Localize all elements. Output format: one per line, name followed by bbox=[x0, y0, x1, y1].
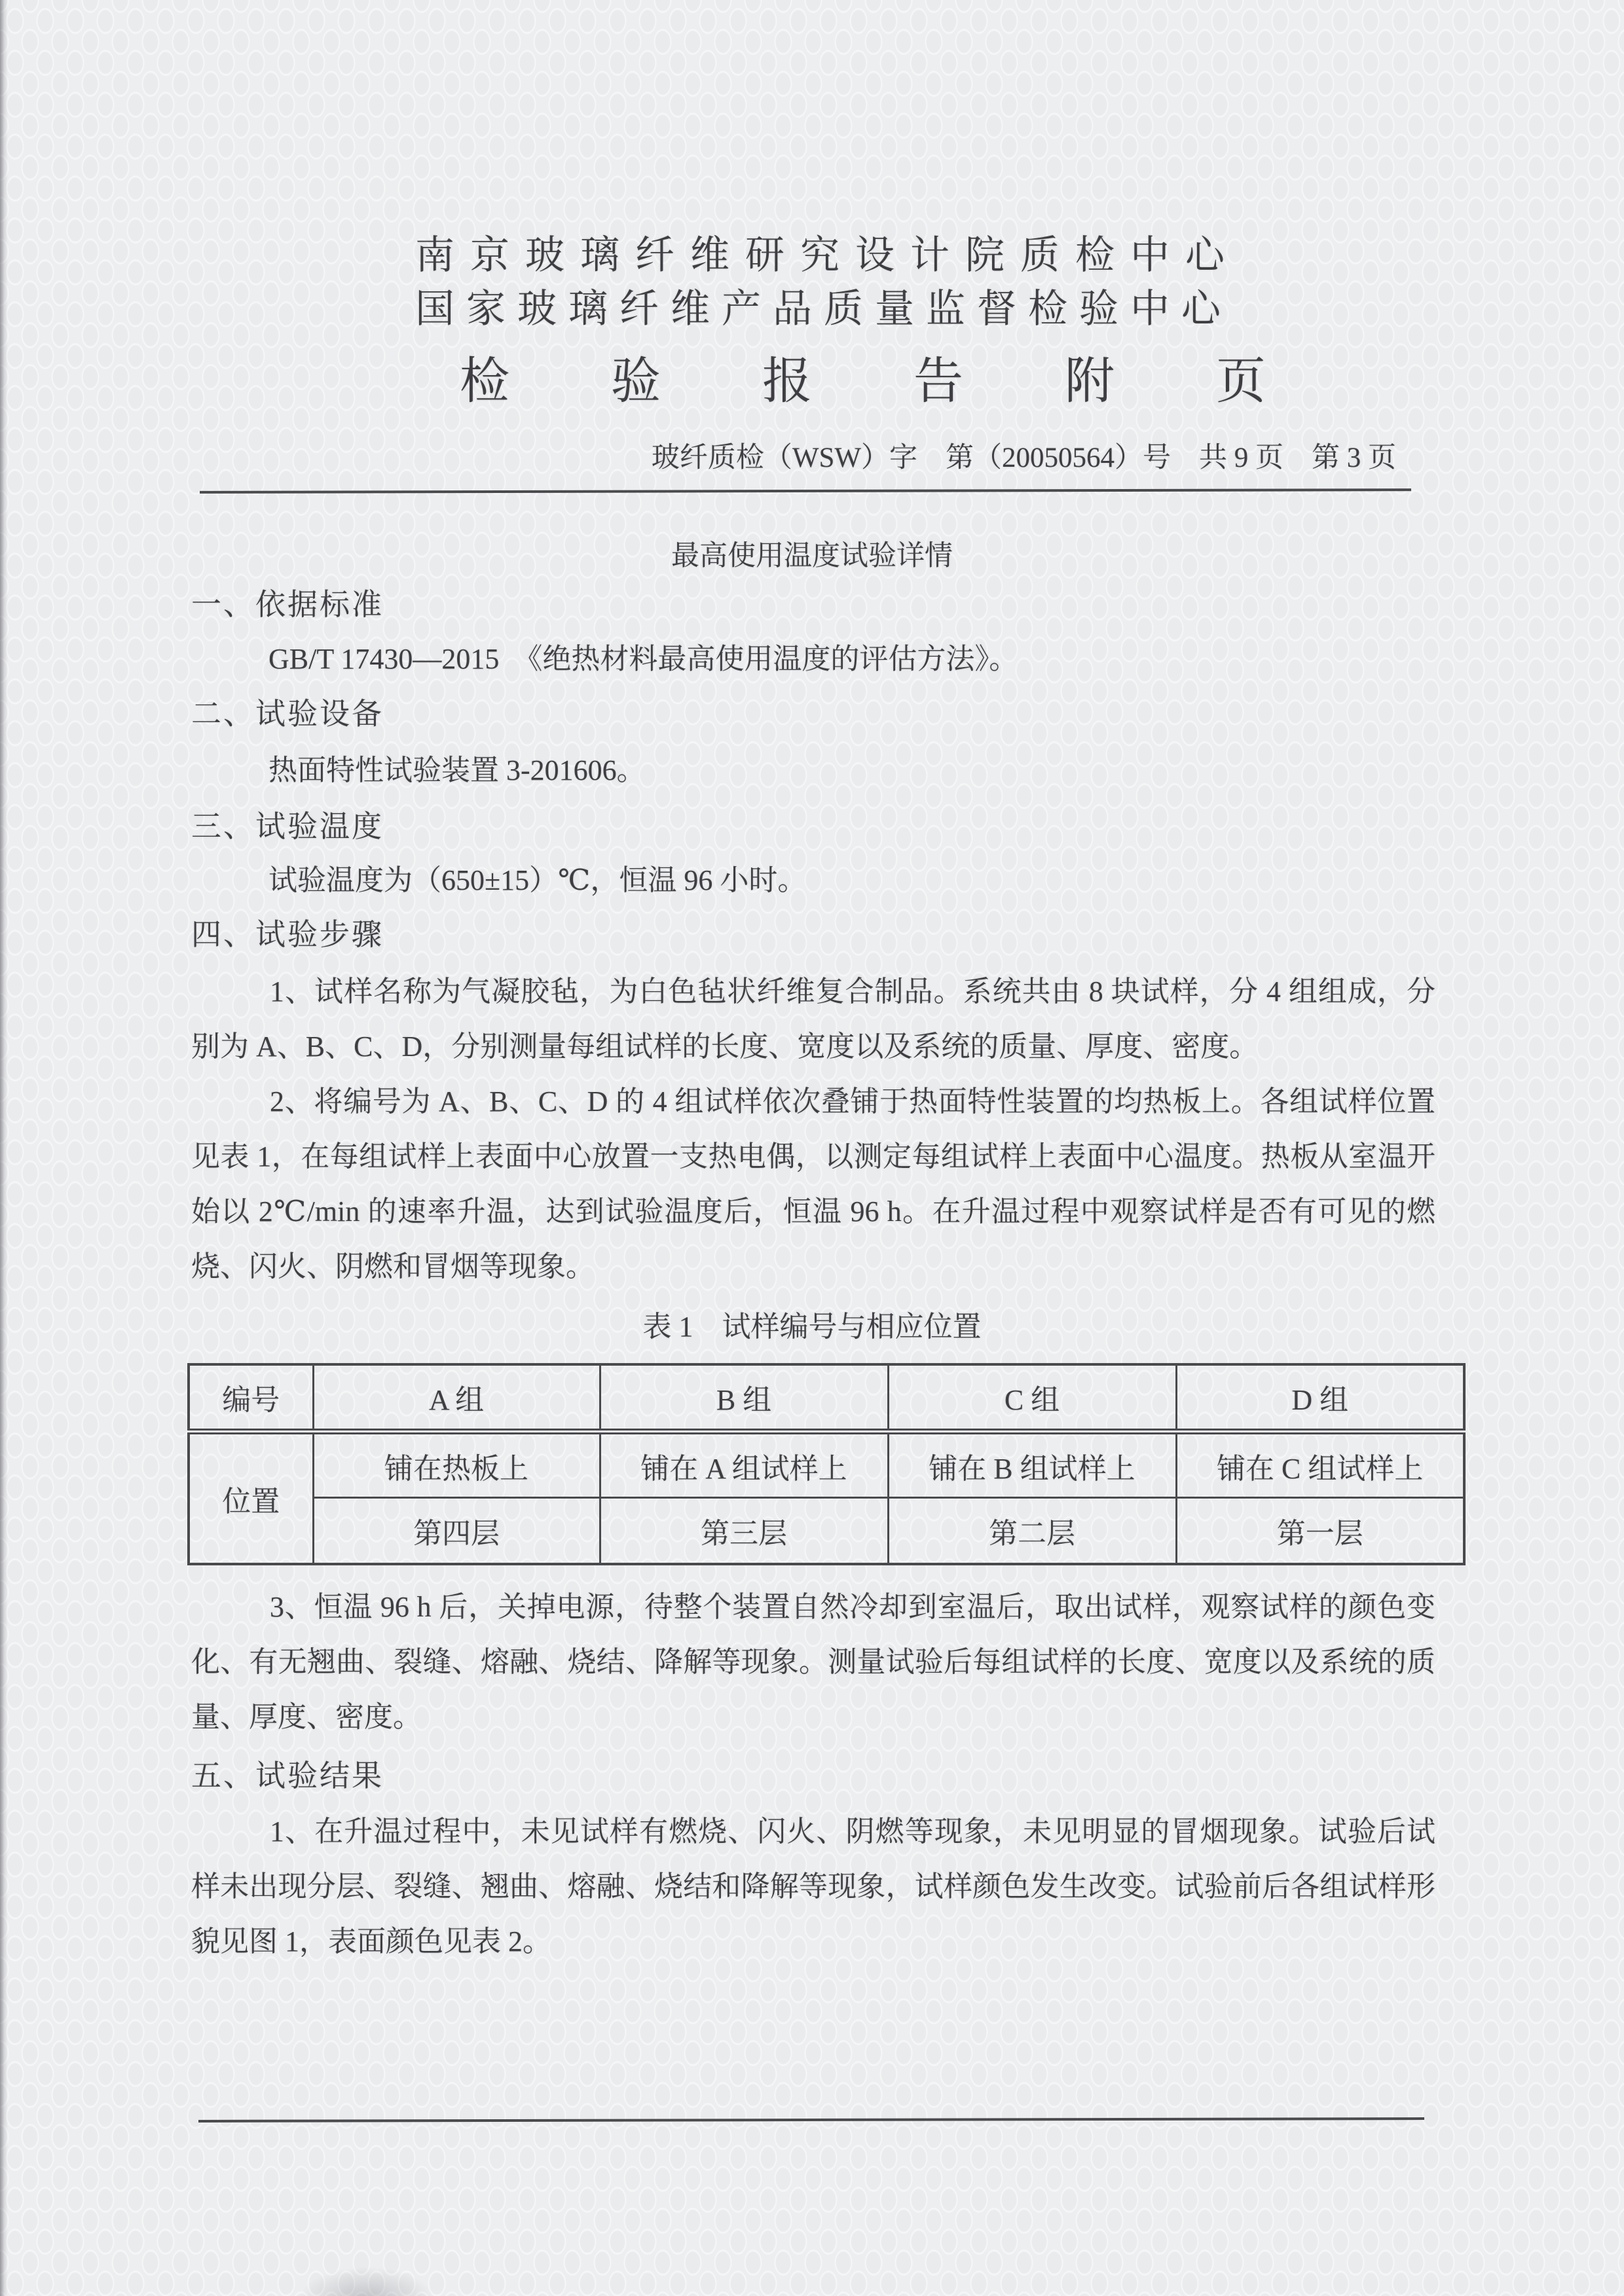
section-2-text: 热面特性试验装置 3-201606。 bbox=[268, 754, 646, 786]
section-5-paragraph-1: 1、在升温过程中，未见试样有燃烧、闪火、阴燃等现象，未见明显的冒烟现象。试验后试样未出现分层、裂缝、翘曲、熔融、烧结和降解等现象，试样颜色发生改变。试验前后各组试样形貌见图 1，表面颜色见表 2。 bbox=[191, 1815, 1435, 1958]
org-name-line1: 南京玻璃纤维研究设计院质检中心 bbox=[415, 234, 1240, 277]
table-header-cell-id: 编号 bbox=[189, 1364, 313, 1432]
page-subtitle: 最高使用温度试验详情 bbox=[671, 541, 953, 572]
section-4-paragraph-3: 3、恒温 96 h 后，关掉电源，待整个装置自然冷却到室温后，取出试样，观察试样的颜色变化、有无翘曲、裂缝、熔融、烧结、降解等现象。测量试验后每组试样的长度、宽度以及系统的质量、厚度、密度。 bbox=[191, 1591, 1435, 1733]
table-cell-d-layer: 第一层 bbox=[1176, 1498, 1464, 1565]
scan-edge-shadow bbox=[0, 0, 8, 2296]
sample-position-table bbox=[187, 1363, 1466, 1565]
org-name-line2: 国家玻璃纤维产品质量监督检验中心 bbox=[415, 287, 1232, 331]
table-header-cell-group-b: B 组 bbox=[600, 1364, 888, 1432]
table-1-caption: 表 1 试样编号与相应位置 bbox=[642, 1311, 982, 1343]
table-header-row bbox=[189, 1364, 1464, 1432]
table-row-header-position: 位置 bbox=[189, 1432, 313, 1565]
section-4-paragraph-1: 1、试样名称为气凝胶毡，为白色毡状纤维复合制品。系统共由 8 块试样，分 4 组组成，分别为 A、B、C、D，分别测量每组试样的长度、宽度以及系统的质量、厚度、密度。 bbox=[191, 975, 1435, 1063]
table-cell-b-layer: 第三层 bbox=[600, 1498, 888, 1565]
table-row-position-lower bbox=[189, 1498, 1464, 1565]
table-row-position-upper bbox=[189, 1432, 1464, 1498]
table-cell-c-layer: 第二层 bbox=[888, 1498, 1176, 1565]
section-4-paragraph-2: 2、将编号为 A、B、C、D 的 4 组试样依次叠铺于热面特性装置的均热板上。各组试样位置见表 1，在每组试样上表面中心放置一支热电偶，以测定每组试样上表面中心温度。热板从室温开始以 2℃/min 的速率升温，达到试验温度后，恒温 96 h。在升温过程中观察试样是否有可见的燃烧、闪火、阴燃和冒烟等现象。 bbox=[191, 1085, 1435, 1283]
table-header-cell-group-c: C 组 bbox=[888, 1364, 1176, 1432]
table-header-cell-group-a: A 组 bbox=[313, 1364, 600, 1432]
section-5-heading: 五、试验结果 bbox=[191, 1758, 384, 1793]
section-4-heading: 四、试验步骤 bbox=[191, 917, 384, 951]
table-cell-b-position: 铺在 A 组试样上 bbox=[600, 1432, 888, 1498]
doc-number: 玻纤质检（WSW）字 第（20050564）号 共 9 页 第 3 页 bbox=[651, 443, 1396, 473]
table-cell-a-layer: 第四层 bbox=[313, 1498, 600, 1565]
section-1-heading: 一、依据标准 bbox=[191, 587, 384, 621]
section-3-heading: 三、试验温度 bbox=[191, 809, 384, 843]
section-1-text: GB/T 17430—2015 《绝热材料最高使用温度的评估方法》。 bbox=[268, 643, 1018, 675]
footer-rule bbox=[198, 2117, 1424, 2123]
section-3-text: 试验温度为（650±15）℃，恒温 96 小时。 bbox=[268, 864, 807, 896]
section-2-heading: 二、试验设备 bbox=[191, 697, 384, 731]
report-title: 检验报告附页 bbox=[460, 354, 1367, 409]
table-cell-a-position: 铺在热板上 bbox=[313, 1432, 600, 1498]
header-rule bbox=[200, 488, 1411, 494]
table-cell-c-position: 铺在 B 组试样上 bbox=[888, 1432, 1176, 1498]
table-cell-d-position: 铺在 C 组试样上 bbox=[1176, 1432, 1464, 1498]
table-header-cell-group-d: D 组 bbox=[1176, 1364, 1464, 1432]
scan-smudge bbox=[298, 2267, 435, 2296]
